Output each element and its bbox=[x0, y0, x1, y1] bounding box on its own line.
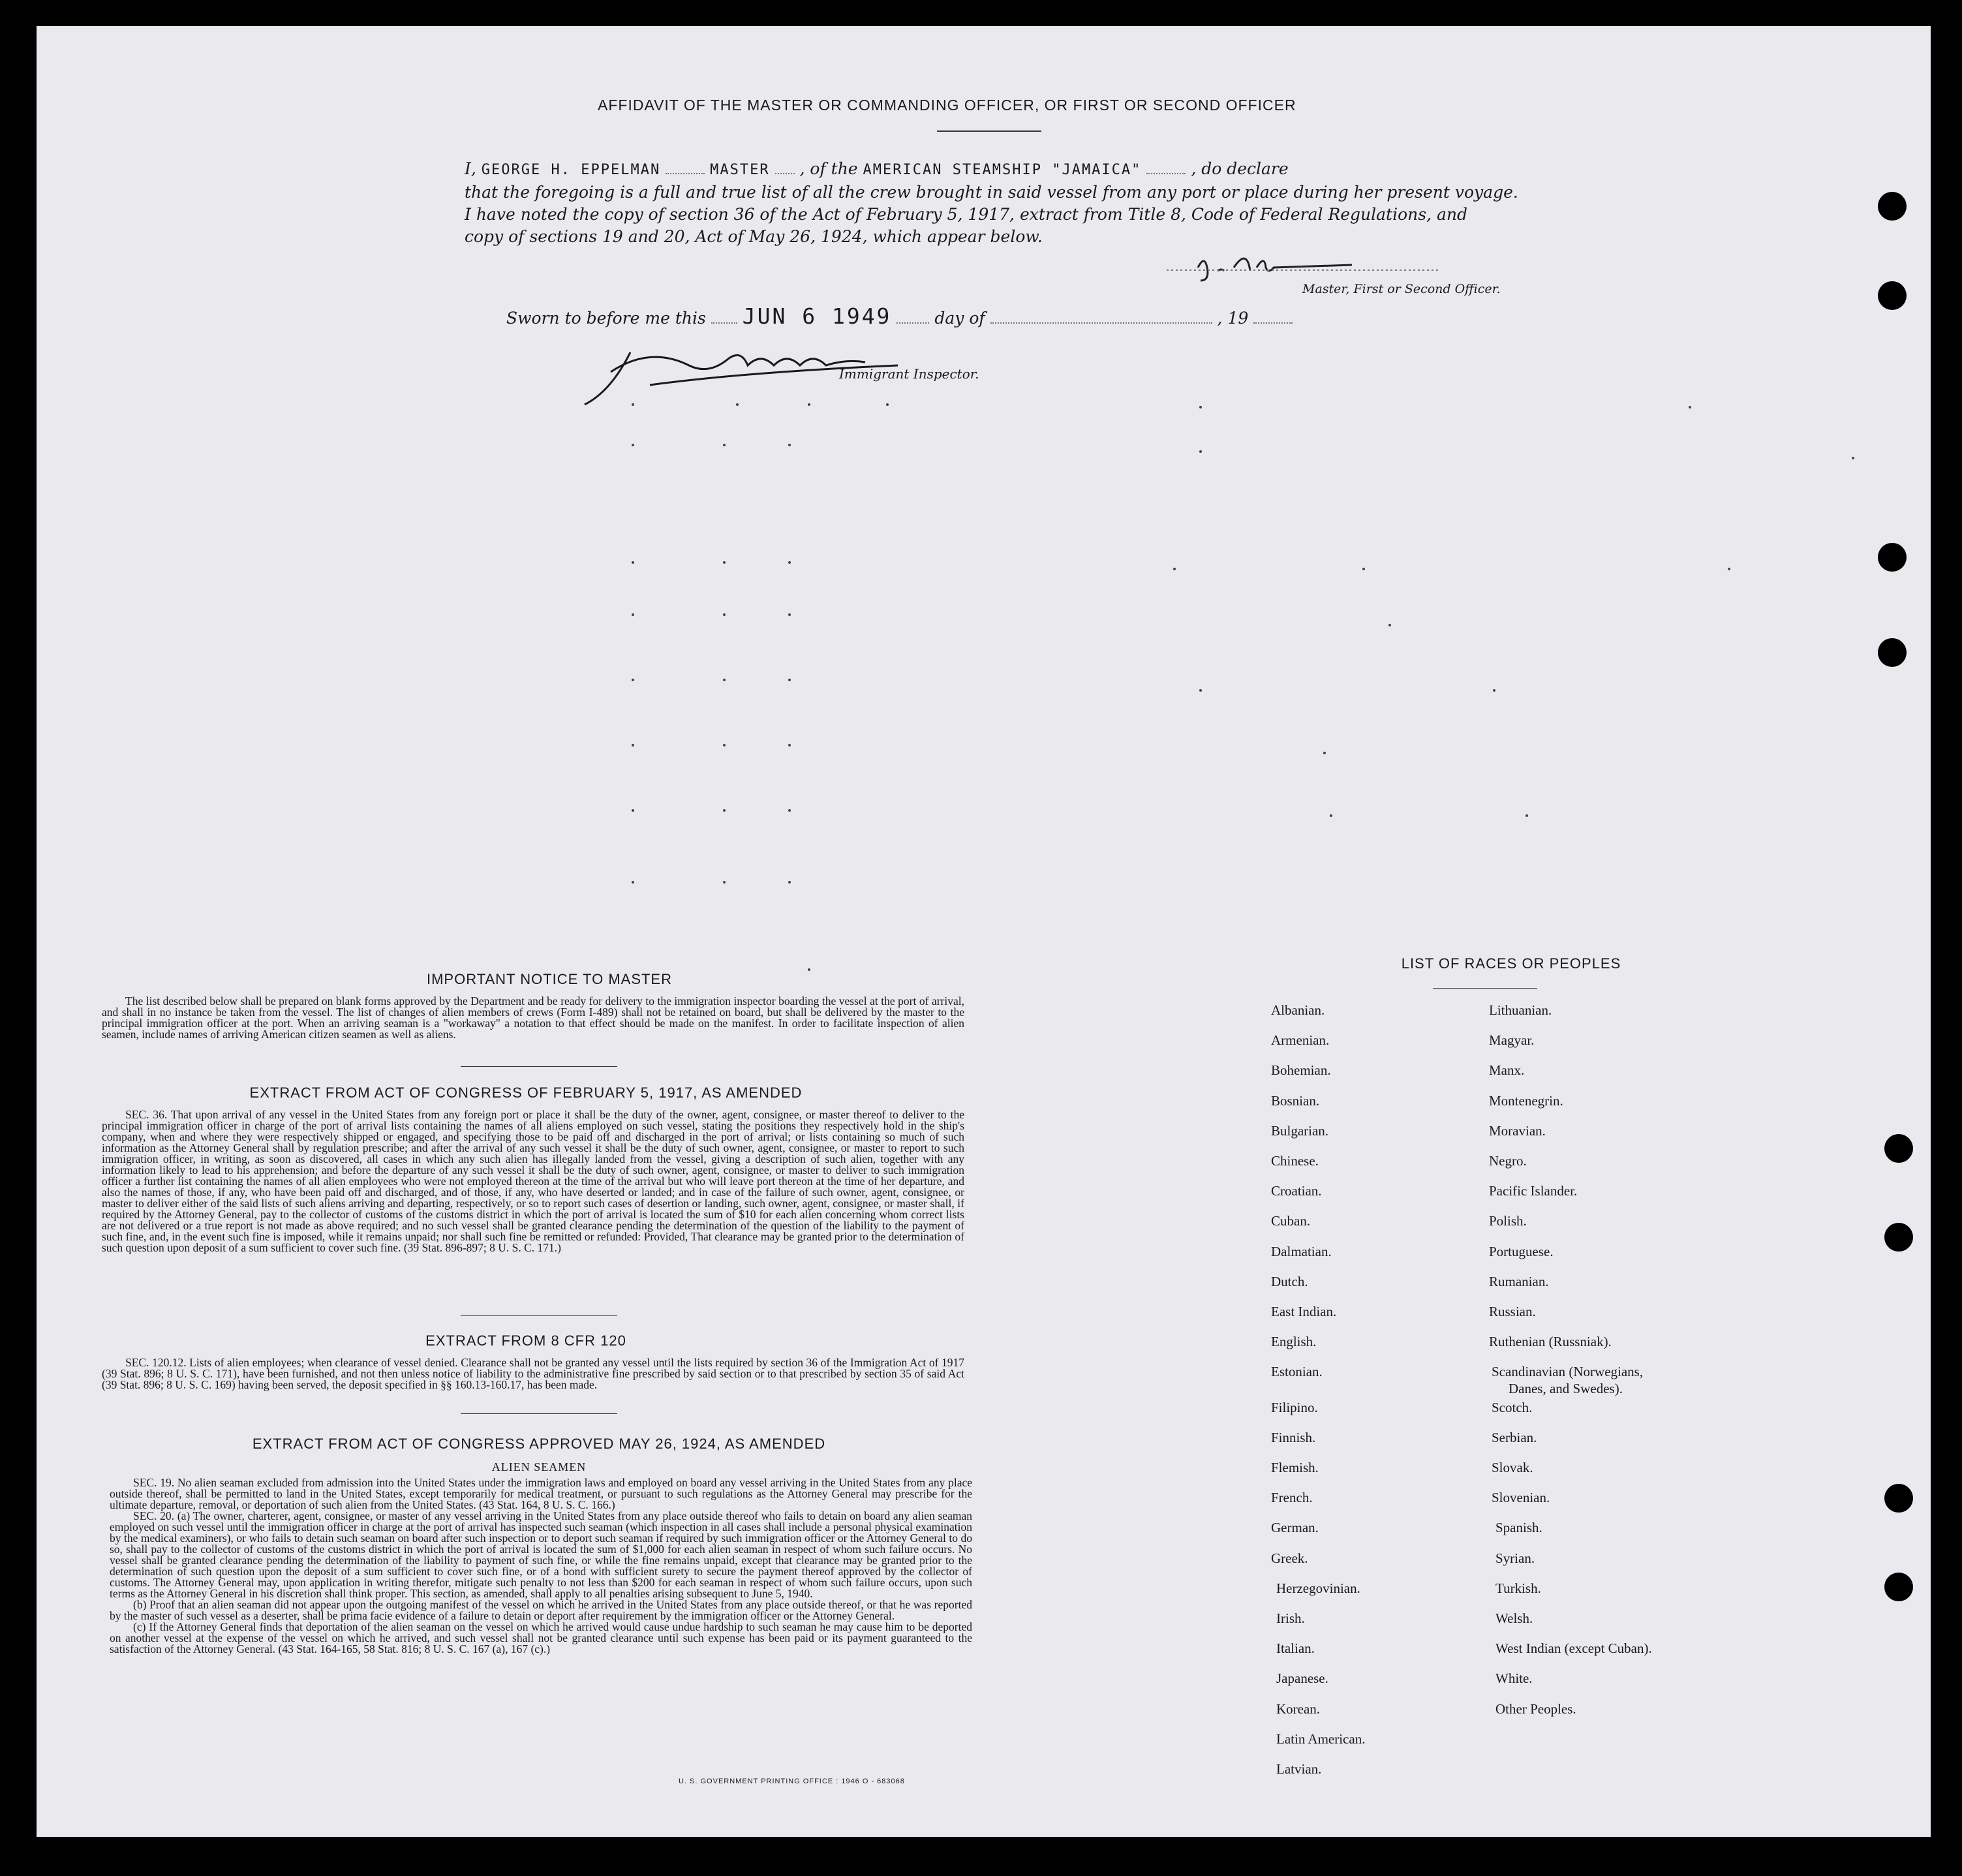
race-item: Welsh. bbox=[1495, 1610, 1533, 1626]
master-name: GEORGE H. EPPELMAN bbox=[481, 162, 661, 178]
race-item: Croatian. bbox=[1271, 1183, 1322, 1199]
race-item: Syrian. bbox=[1495, 1550, 1535, 1566]
race-item: Armenian. bbox=[1271, 1032, 1330, 1049]
race-item: Dalmatian. bbox=[1271, 1243, 1332, 1259]
race-item: Polish. bbox=[1489, 1213, 1527, 1229]
race-item: Montenegrin. bbox=[1489, 1092, 1563, 1109]
race-item: Ruthenian (Russniak). bbox=[1489, 1334, 1612, 1350]
inspector-caption: Immigrant Inspector. bbox=[839, 366, 979, 382]
declaration-line-4: copy of sections 19 and 20, Act of May 26, 1924, which appear below. bbox=[465, 227, 1043, 246]
race-item: Latin American. bbox=[1276, 1730, 1366, 1747]
race-item: Herzegovinian. bbox=[1276, 1580, 1360, 1596]
sec-19: SEC. 19. No alien seaman excluded from admission into the United States under the immigration laws and employed on board any vessel arriving in the United States from any place outside thereof, shall be permitted to land in the United States, except temporarily for medical treatment, or pursuant to such regulations as the Attorney General may prescribe for the ultimate departure, removal, or deportation of such alien from the United States. (43 Stat. 164, 8 U. S. C. 166.) bbox=[110, 1476, 972, 1511]
extract-cfr-title: EXTRACT FROM 8 CFR 120 bbox=[425, 1332, 626, 1349]
extract-1924-title: EXTRACT FROM ACT OF CONGRESS APPROVED MAY 26, 1924, AS AMENDED bbox=[252, 1436, 826, 1452]
affidavit-title: AFFIDAVIT OF THE MASTER OR COMMANDING OFFICER, OR FIRST OR SECOND OFFICER bbox=[598, 97, 1296, 114]
race-item: Lithuanian. bbox=[1489, 1002, 1552, 1018]
day-of-label: day of bbox=[934, 309, 985, 328]
race-item: West Indian (except Cuban). bbox=[1495, 1640, 1652, 1657]
punch-hole bbox=[1884, 1134, 1913, 1163]
do-declare-label: , do declare bbox=[1191, 159, 1289, 178]
race-item: Estonian. bbox=[1271, 1364, 1323, 1380]
race-item: Bohemian. bbox=[1271, 1062, 1331, 1079]
punch-hole bbox=[1878, 638, 1907, 667]
punch-hole bbox=[1878, 543, 1907, 572]
divider bbox=[937, 131, 1041, 132]
race-item: Serbian. bbox=[1492, 1429, 1537, 1445]
race-item: Albanian. bbox=[1271, 1002, 1325, 1018]
punch-hole bbox=[1884, 1223, 1913, 1252]
form-page bbox=[37, 26, 1931, 1837]
race-item: Russian. bbox=[1489, 1304, 1536, 1319]
race-item: Magyar. bbox=[1489, 1032, 1535, 1049]
punch-hole bbox=[1878, 192, 1907, 221]
race-item: Scotch. bbox=[1492, 1399, 1533, 1415]
race-item: English. bbox=[1271, 1334, 1317, 1350]
race-item: Bulgarian. bbox=[1271, 1122, 1329, 1139]
extract-1924-sections bbox=[110, 1477, 972, 1655]
declaration-line-3: I have noted the copy of section 36 of the Act of February 5, 1917, extract from Title 8, Code of Federal Regulations, and bbox=[465, 205, 1467, 224]
notice-title: IMPORTANT NOTICE TO MASTER bbox=[426, 971, 672, 987]
divider bbox=[461, 1066, 617, 1067]
race-item: Moravian. bbox=[1489, 1122, 1546, 1139]
race-item: Slovenian. bbox=[1492, 1490, 1550, 1506]
of-the-label: , of the bbox=[799, 159, 858, 178]
punch-hole bbox=[1884, 1484, 1913, 1513]
punch-hole bbox=[1878, 281, 1907, 310]
race-item: Korean. bbox=[1276, 1700, 1321, 1717]
race-item: East Indian. bbox=[1271, 1304, 1337, 1319]
race-item: Chinese. bbox=[1271, 1153, 1319, 1169]
date-stamp: JUN 6 1949 bbox=[742, 303, 892, 329]
extract-1917-title: EXTRACT FROM ACT OF CONGRESS OF FEBRUARY 5, 1917, AS AMENDED bbox=[249, 1084, 803, 1101]
race-item: Bosnian. bbox=[1271, 1092, 1320, 1109]
race-item: Danes, and Swedes). bbox=[1509, 1381, 1623, 1397]
race-item: Other Peoples. bbox=[1495, 1700, 1576, 1717]
race-item: Turkish. bbox=[1495, 1580, 1541, 1596]
race-item: Portuguese. bbox=[1489, 1243, 1554, 1259]
race-item: Flemish. bbox=[1271, 1460, 1319, 1475]
race-item: French. bbox=[1271, 1490, 1313, 1506]
race-item: Slovak. bbox=[1492, 1460, 1533, 1475]
divider bbox=[461, 1413, 617, 1414]
race-item: Japanese. bbox=[1276, 1670, 1328, 1687]
sworn-line bbox=[506, 305, 1293, 330]
printer-imprint: U. S. GOVERNMENT PRINTING OFFICE : 1946 O - 683068 bbox=[679, 1777, 905, 1785]
race-item: Italian. bbox=[1276, 1640, 1315, 1657]
year-prefix: , 19 bbox=[1217, 309, 1249, 328]
declaration bbox=[465, 158, 1574, 248]
race-item: Pacific Islander. bbox=[1489, 1183, 1578, 1199]
race-item: Dutch. bbox=[1271, 1273, 1308, 1289]
i-label: I, bbox=[465, 159, 476, 178]
race-item: Spanish. bbox=[1495, 1520, 1542, 1536]
sec-20b: (b) Proof that an alien seaman did not appear upon the outgoing manifest of the vessel on which he arrived in the United States from any place outside thereof, or that he was reported by the master of such vessel as a deserter, shall be prima facie evidence of a failure to detain or deport after requirement by the immigration officer or the Attorney General. bbox=[110, 1598, 972, 1622]
race-item: Finnish. bbox=[1271, 1429, 1316, 1445]
race-item: Filipino. bbox=[1271, 1399, 1318, 1415]
race-item: Cuban. bbox=[1271, 1213, 1311, 1229]
race-item: White. bbox=[1495, 1670, 1533, 1687]
sworn-label: Sworn to before me this bbox=[506, 309, 706, 328]
vessel-name: AMERICAN STEAMSHIP "JAMAICA" bbox=[863, 162, 1142, 178]
race-item: Rumanian. bbox=[1489, 1273, 1549, 1289]
divider bbox=[461, 1315, 617, 1316]
sec-20c: (c) If the Attorney General finds that deportation of the alien seaman on the vessel on which he arrived would cause undue hardship to such seaman he may cause him to be deported on another vessel at the expense of the vessel on which he arrived, and such vessel shall not be granted clearance until such expense has been paid or its payment guaranteed to the satisfaction of the Attorney General. (43 Stat. 164-165, 58 Stat. 816; 8 U. S. C. 167 (a), 167 (c).) bbox=[110, 1620, 972, 1655]
race-item: German. bbox=[1271, 1520, 1319, 1536]
divider bbox=[1433, 988, 1537, 989]
extract-cfr-body: SEC. 120.12. Lists of alien employees; when clearance of vessel denied. Clearance shall not be granted any vessel until the lists required by section 36 of the Immigration Act of 1917 (39 Stat. 896; 8 U. S. C. 171), have been furnished, and not then unless notice of liability to the administrative fine prescribed by said section or to that prescribed by section 35 of said Act (39 Stat. 896; 8 U. S. C. 169) having been served, the deposit specified in §§ 160.13-160.17, has been made. bbox=[102, 1356, 964, 1391]
sec-20a: SEC. 20. (a) The owner, charterer, agent, consignee, or master of any vessel arriving in the United States from any place outside thereof who fails to detain on board any alien seaman employed on such vessel until the immigration officer in charge at the port of arrival has inspected such seaman (which inspection in all cases shall include a personal physical examination by the medical examiners), or who fails to detain such seaman on board after such inspection or to deport such seaman if required by such immigration officer or the Attorney General to do so, shall pay to the collector of customs of the customs district in which the port of arrival is located the sum of $1,000 for each alien seaman in respect of whom such failure occurs. No vessel shall be granted clearance pending the determination of the liability to payment of such fine, or while the fine remains unpaid, except that clearance may be granted prior to the determination of such question upon the deposit of a sum sufficient to cover such fine, or of a bond with sufficient surety to secure the payment thereof approved by the collector of customs. The Attorney General may, upon application in writing therefor, mitigate such penalty to not less than $200 for each seaman in respect of whom such failure occurs, upon such terms as the Attorney General in his discretion shall think proper. This section, as amended, shall apply to all penalties arising subsequent to June 5, 1940. bbox=[110, 1509, 972, 1600]
race-item: Manx. bbox=[1489, 1062, 1525, 1079]
race-item: Negro. bbox=[1489, 1153, 1527, 1169]
race-item: Scandinavian (Norwegians, bbox=[1492, 1364, 1644, 1380]
extract-1924-subtitle: ALIEN SEAMEN bbox=[491, 1460, 587, 1473]
notice-body: The list described below shall be prepared on blank forms approved by the Department and be ready for delivery to the immigration inspector boarding the vessel at the port of arrival, and shall in no instance be taken from the vessel. The list of changes of alien members of crews (Form I-489) shall not be retained on board, but shall be delivered by the master to the principal immigration officer at the port. When an arriving seaman is a "workaway" a notation to that effect should be made on the manifest. In order to facilitate inspection of alien seamen, include names of arriving American citizen seamen as well as aliens. bbox=[102, 994, 964, 1041]
races-title: LIST OF RACES OR PEOPLES bbox=[1401, 955, 1621, 972]
race-item: Latvian. bbox=[1276, 1761, 1322, 1777]
race-item: Irish. bbox=[1276, 1610, 1305, 1626]
extract-1917-body: SEC. 36. That upon arrival of any vessel in the United States from any foreign port or place it shall be the duty of the owner, agent, consignee, or master thereof to deliver to the principal immigration officer in charge of the port of arrival lists containing the names of all aliens employed on such vessel, stating the positions they respectively hold in the ship's company, when and where they were respectively shipped or engaged, and specifying those to be paid off and discharged in the port of arrival; or lists containing so much of such information as the Attorney General shall by regulation prescribe; and after the arrival of any such vessel it shall be the duty of such owner, agent, consignee, or master to report to such immigration officer, in writing, as soon as discovered, all cases in which any such alien has illegally landed from the vessel, giving a description of such alien, together with any information likely to lead to his apprehension; and before the departure of any such vessel it shall be the duty of such owner, agent, consignee, or master to deliver to such immigration officer a further list containing the names of all alien employees who were not employed thereon at the time of the arrival but who will leave port thereon at the time of her departure, and also the names of those, if any, who have been paid off and discharged, and of those, if any, who have deserted or landed; and in case of the failure of such owner, agent, consignee, or master to deliver either of the said lists of such aliens arriving and departing, respectively, or so to report such cases of desertion or landing, such owner, agent, consignee, or master shall, if required by the Attorney General, pay to the collector of customs of the customs district in which the port of arrival is located the sum of $10 for each alien concerning whom correct lists are not delivered or a true report is not made as above required; and no such vessel shall be granted clearance pending the determination of the question of the liability to the payment of such fine, and, in the event such fine is imposed, while it remains unpaid; nor shall such fine be remitted or refunded: Provided, That clearance may be granted prior to the determination of such question upon deposit of a sum sufficient to cover such fine. (39 Stat. 896-897; 8 U. S. C. 171.) bbox=[102, 1108, 964, 1254]
master-sig-caption: Master, First or Second Officer. bbox=[1302, 282, 1501, 296]
master-rank: MASTER bbox=[710, 162, 770, 178]
declaration-line-2: that the foregoing is a full and true list of all the crew brought in said vessel from any port or place during her present voyage. bbox=[465, 183, 1518, 202]
punch-hole bbox=[1884, 1573, 1913, 1601]
race-item: Greek. bbox=[1271, 1550, 1308, 1566]
